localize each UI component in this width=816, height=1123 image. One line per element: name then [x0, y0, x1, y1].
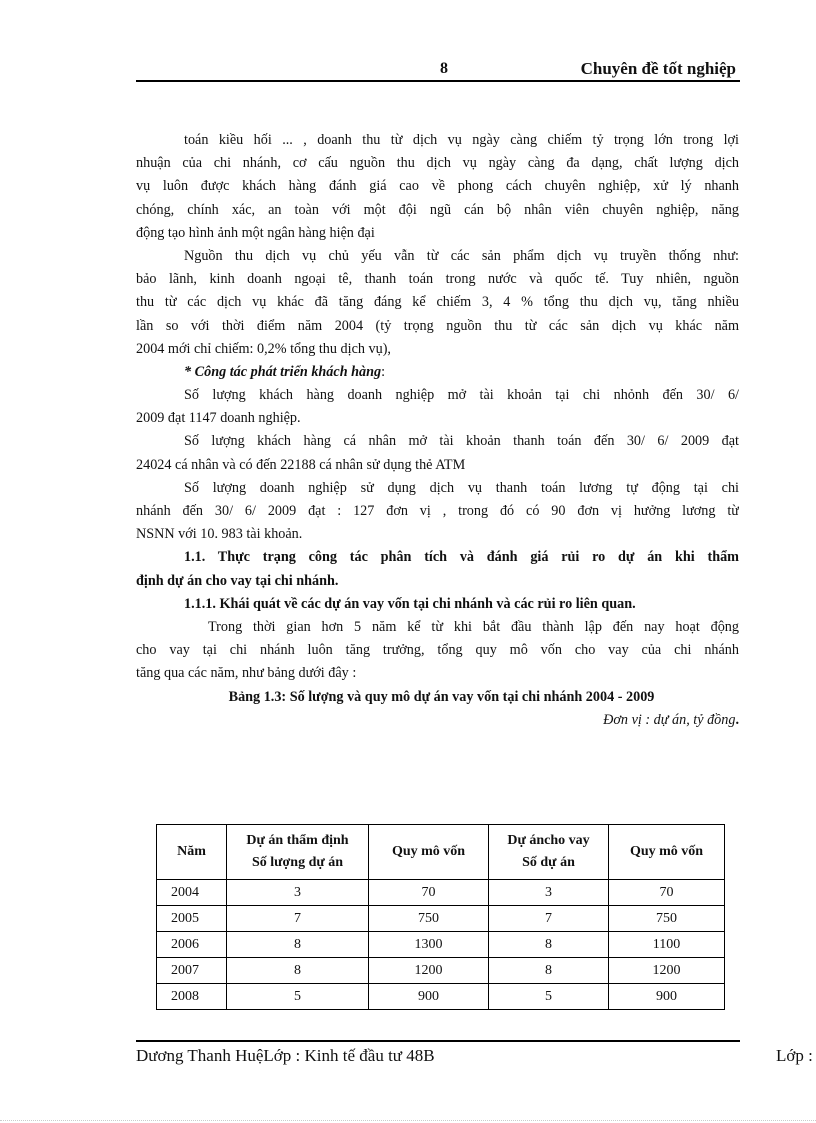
- page-edge-divider: [0, 1120, 816, 1121]
- body-line: lần so với thời điểm năm 2004 (tỷ trọng nguồn thu từ các sản dịch vụ khác năm: [136, 317, 739, 334]
- unit-note: [136, 709, 739, 732]
- header-lending-line2: Số dự án: [522, 855, 575, 870]
- header-lending: [489, 825, 609, 880]
- table-row: [157, 906, 725, 932]
- body-line: thu từ các dịch vụ khác đã tăng đáng kể chiếm 3, 4 % tổng thu dịch vụ, tăng nhiều: [136, 294, 739, 311]
- page-number: 8: [440, 60, 448, 77]
- heading-colon: :: [381, 363, 386, 380]
- cell: 750: [369, 906, 489, 932]
- cell: 2004: [157, 880, 227, 906]
- table-header-row: [157, 825, 725, 880]
- cell: 70: [609, 880, 725, 906]
- cell: 2007: [157, 958, 227, 984]
- cell: 750: [609, 906, 725, 932]
- body-line: Số lượng doanh nghiệp sử dụng dịch vụ thanh toán lương tự động tại chi: [184, 479, 739, 496]
- cell: 8: [489, 958, 609, 984]
- cell: 7: [227, 906, 369, 932]
- footer-author: Dương Thanh HuệLớp : Kinh tế đầu tư 48B: [136, 1046, 435, 1065]
- cell: 5: [227, 984, 369, 1010]
- header-appraised-line2: Số lượng dự án: [251, 855, 344, 870]
- cell: 1200: [609, 958, 725, 984]
- cell: 900: [369, 984, 489, 1010]
- cell: 8: [227, 932, 369, 958]
- cell: 1300: [369, 932, 489, 958]
- project-table: [156, 824, 725, 1010]
- document-body: [136, 129, 739, 732]
- body-line: 2009 đạt 1147 doanh nghiệp.: [136, 410, 301, 427]
- cell: 5: [489, 984, 609, 1010]
- body-line: tăng qua các năm, như bảng dưới đây :: [136, 665, 357, 682]
- cell: 2005: [157, 906, 227, 932]
- body-line: cho vay tại chi nhánh luôn tăng trưởng, tổng quy mô vốn cho vay của chi nhánh: [136, 642, 739, 659]
- body-line: Số lượng khách hàng doanh nghiệp mở tài khoản tại chi nhỏnh đến 30/ 6/: [184, 387, 739, 404]
- table-row: [157, 984, 725, 1010]
- body-line: 2004 mới chỉ chiếm: 0,2% tổng thu dịch vụ),: [136, 340, 391, 357]
- header-year: Năm: [157, 825, 227, 880]
- section-heading-1-1: 1.1. Thực trạng công tác phân tích và đánh giá rủi ro dự án khi thẩm: [184, 549, 739, 566]
- body-line: chóng, chính xác, an toàn với một đội ngũ cán bộ nhân viên chuyên nghiệp, năng: [136, 201, 739, 218]
- cell: 8: [489, 932, 609, 958]
- cell: 8: [227, 958, 369, 984]
- heading-text: * Công tác phát triển khách hàng: [184, 363, 382, 380]
- table-row: [157, 958, 725, 984]
- body-line: nhánh đến 30/ 6/ 2009 đạt : 127 đơn vị , trong đó có 90 đơn vị hưởng lương từ: [136, 503, 739, 519]
- header-capital-2: Quy mô vốn: [609, 825, 725, 880]
- body-line: 24024 cá nhân và có đến 22188 cá nhân sử dụng thẻ ATM: [136, 456, 466, 473]
- table-row: [157, 880, 725, 906]
- section-heading-1-1-1: 1.1.1. Khái quát về các dự án vay vốn tại chi nhánh và các rủi ro liên quan.: [184, 595, 636, 612]
- cell: 70: [369, 880, 489, 906]
- unit-note-text: Đơn vị : dự án, tỷ đồng: [603, 711, 736, 728]
- table-caption: Bảng 1.3: Số lượng và quy mô dự án vay vốn tại chi nhánh 2004 - 2009: [228, 688, 655, 705]
- cell: 900: [609, 984, 725, 1010]
- header-appraised-line1: Dự án thẩm định: [246, 833, 349, 848]
- body-line: Số lượng khách hàng cá nhân mở tài khoản thanh toán đến 30/ 6/ 2009 đạt: [184, 433, 739, 450]
- table-row: [157, 932, 725, 958]
- body-line: động tạo hình ảnh một ngân hàng hiện đại: [136, 224, 375, 241]
- body-line: NSNN với 10. 983 tài khoản.: [136, 526, 303, 543]
- body-line: toán kiều hối ... , doanh thu từ dịch vụ ngày càng chiếm tỷ trọng lớn trong lợi: [184, 132, 739, 148]
- body-line: Trong thời gian hơn 5 năm kể từ khi bắt đầu thành lập đến nay hoạt động: [208, 618, 739, 635]
- cell: 3: [227, 880, 369, 906]
- header-appraised: [227, 825, 369, 880]
- footer-class: Lớp :: [776, 1046, 813, 1065]
- body-line: Nguồn thu dịch vụ chủ yếu vẫn từ các sản phẩm dịch vụ truyền thống như:: [184, 247, 739, 264]
- page-header: [136, 58, 740, 82]
- section-heading-customers: [136, 361, 739, 384]
- section-heading-1-1-cont: định dự án cho vay tại chi nhánh.: [136, 572, 339, 589]
- document-title: Chuyên đề tốt nghiệp: [580, 59, 736, 78]
- unit-note-dot: .: [735, 711, 739, 728]
- cell: 7: [489, 906, 609, 932]
- cell: 1200: [369, 958, 489, 984]
- body-line: bảo lãnh, kinh doanh ngoại tê, thanh toán trong nước và quốc tế. Tuy nhiên, nguồn: [136, 271, 739, 288]
- header-capital-1: Quy mô vốn: [369, 825, 489, 880]
- body-line: nhuận của chi nhánh, cơ cấu nguồn thu dịch vụ ngày càng đa dạng, chất lượng dịch: [136, 155, 739, 172]
- header-lending-line1: Dự áncho vay: [507, 833, 590, 848]
- cell: 2006: [157, 932, 227, 958]
- cell: 1100: [609, 932, 725, 958]
- footer-rule: [136, 1040, 740, 1042]
- cell: 3: [489, 880, 609, 906]
- cell: 2008: [157, 984, 227, 1010]
- body-line: vụ luôn được khách hàng đánh giá cao về phong cách chuyên nghiệp, xử lý nhanh: [136, 178, 739, 195]
